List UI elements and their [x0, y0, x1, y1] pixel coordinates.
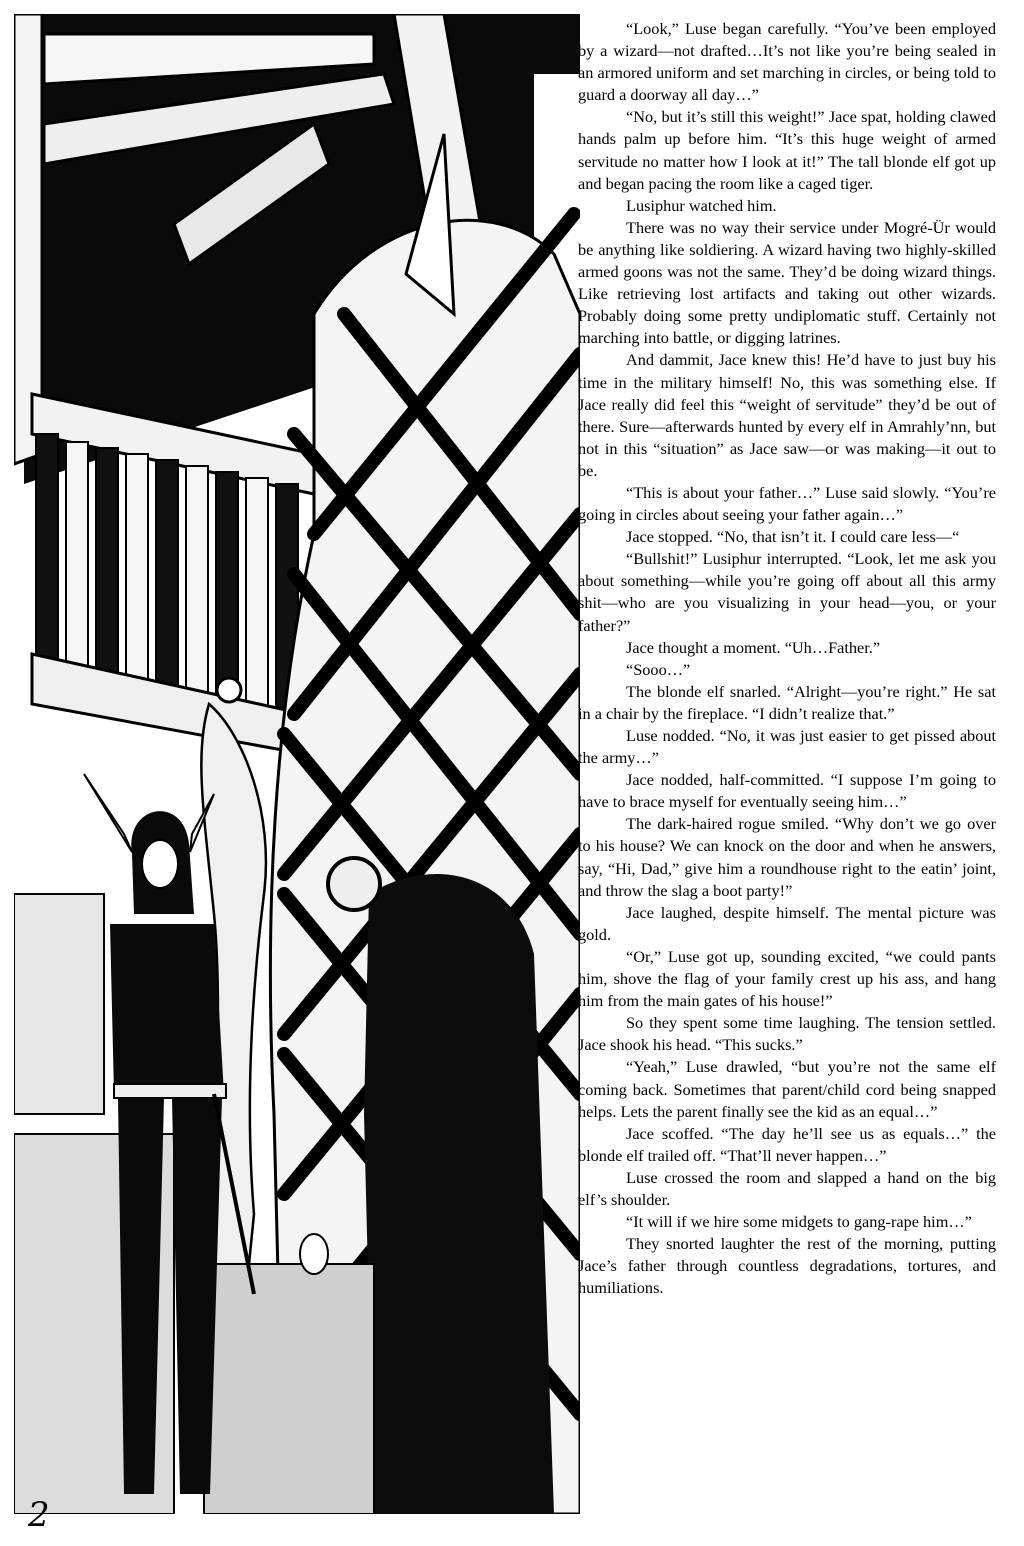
- paragraph: “Look,” Luse began carefully. “You’ve been employed by a wizard—not drafted…It’s not like you’re being sealed in an armored uniform and set marching in circles, or being told to guard a doorway all day…”: [578, 19, 996, 105]
- page-number: 2: [28, 1495, 50, 1535]
- paragraph: Lusiphur watched him.: [626, 195, 777, 215]
- small-statue: [300, 1234, 328, 1274]
- paragraph: Jace thought a moment. “Uh…Father.”: [626, 637, 881, 657]
- hooded-figure: [364, 874, 554, 1514]
- paragraph: “Yeah,” Luse drawled, “but you’re not the same elf coming back. Sometimes that parent/child cord being snapped helps. Lets the parent finally see the kid as an equal…”: [578, 1057, 996, 1121]
- prose-column: [578, 18, 996, 1299]
- ink-illustration: [14, 14, 580, 1514]
- paragraph: Jace nodded, half-committed. “I suppose I’m going to have to brace myself for eventually seeing him…”: [578, 770, 996, 812]
- paragraph: Luse nodded. “No, it was just easier to get pissed about the army…”: [578, 726, 996, 768]
- paragraph: So they spent some time laughing. The tension settled. Jace shook his head. “This sucks.”: [578, 1013, 996, 1055]
- paragraph: “No, but it’s still this weight!” Jace spat, holding clawed hands palm up before him. “It’s this huge weight of armed servitude no matter how I look at it!” The tall blonde elf got up and began pacing the room like a caged tiger.: [578, 107, 996, 193]
- illustration-art: [14, 14, 580, 1514]
- paragraph: They snorted laughter the rest of the morning, putting Jace’s father through countless degradations, tortures, and humiliations.: [578, 1234, 996, 1298]
- paragraph: “Or,” Luse got up, sounding excited, “we could pants him, shove the flag of your family crest up his ass, and hang him from the main gates of his house!”: [578, 946, 996, 1011]
- paragraph: “Sooo…”: [626, 659, 691, 679]
- paragraph: Jace laughed, despite himself. The mental picture was gold.: [578, 902, 996, 944]
- paragraph: Jace scoffed. “The day he’ll see us as equals…” the blonde elf trailed off. “That’ll never happen…”: [578, 1123, 996, 1165]
- paragraph: “This is about your father…” Luse said slowly. “You’re going in circles about seeing your father again…”: [578, 482, 996, 525]
- paragraph: “It will if we hire some midgets to gang-rape him…”: [626, 1212, 972, 1232]
- paragraph: “Bullshit!” Lusiphur interrupted. “Look, let me ask you about something—while you’re going off about all this army shit—who are you visualizing in your head—you, or your father?”: [578, 549, 996, 635]
- curtain-finial: [217, 678, 241, 702]
- wall-painting: [14, 894, 104, 1114]
- paragraph: There was no way their service under Mogré-Ür would be anything like soldiering. A wizard having two highly-skilled armed goons was not the same. They’d be doing wizard things. Like retrieving lost artifacts and taking out other wizards. Probably doing some pretty undiplomatic stuff. Certainly not marching into battle, or digging latrines.: [578, 217, 996, 348]
- paragraph: The dark-haired rogue smiled. “Why don’t we go over to his house? We can knock on the door and when he answers, say, “Hi, Dad,” give him a roundhouse right to the eatin’ joint, and throw the slag a boot party!”: [578, 814, 996, 900]
- paragraph: Luse crossed the room and slapped a hand on the big elf’s shoulder.: [578, 1167, 996, 1209]
- paragraph: And dammit, Jace knew this! He’d have to just buy his time in the military himself! No, this was something else. If Jace really did feel this “weight of servitude” they’d be out of there. Sure—afterwards hunted by every elf in Amrahly’nn, but not in this “situation” as Jace saw—or was making—it out to be.: [578, 350, 996, 480]
- paragraph: Jace stopped. “No, that isn’t it. I could care less—“: [626, 527, 960, 547]
- paragraph: The blonde elf snarled. “Alright—you’re right.” He sat in a chair by the fireplace. “I didn’t realize that.”: [578, 681, 996, 723]
- clasp: [328, 858, 380, 910]
- ornate-chest: [204, 1264, 374, 1514]
